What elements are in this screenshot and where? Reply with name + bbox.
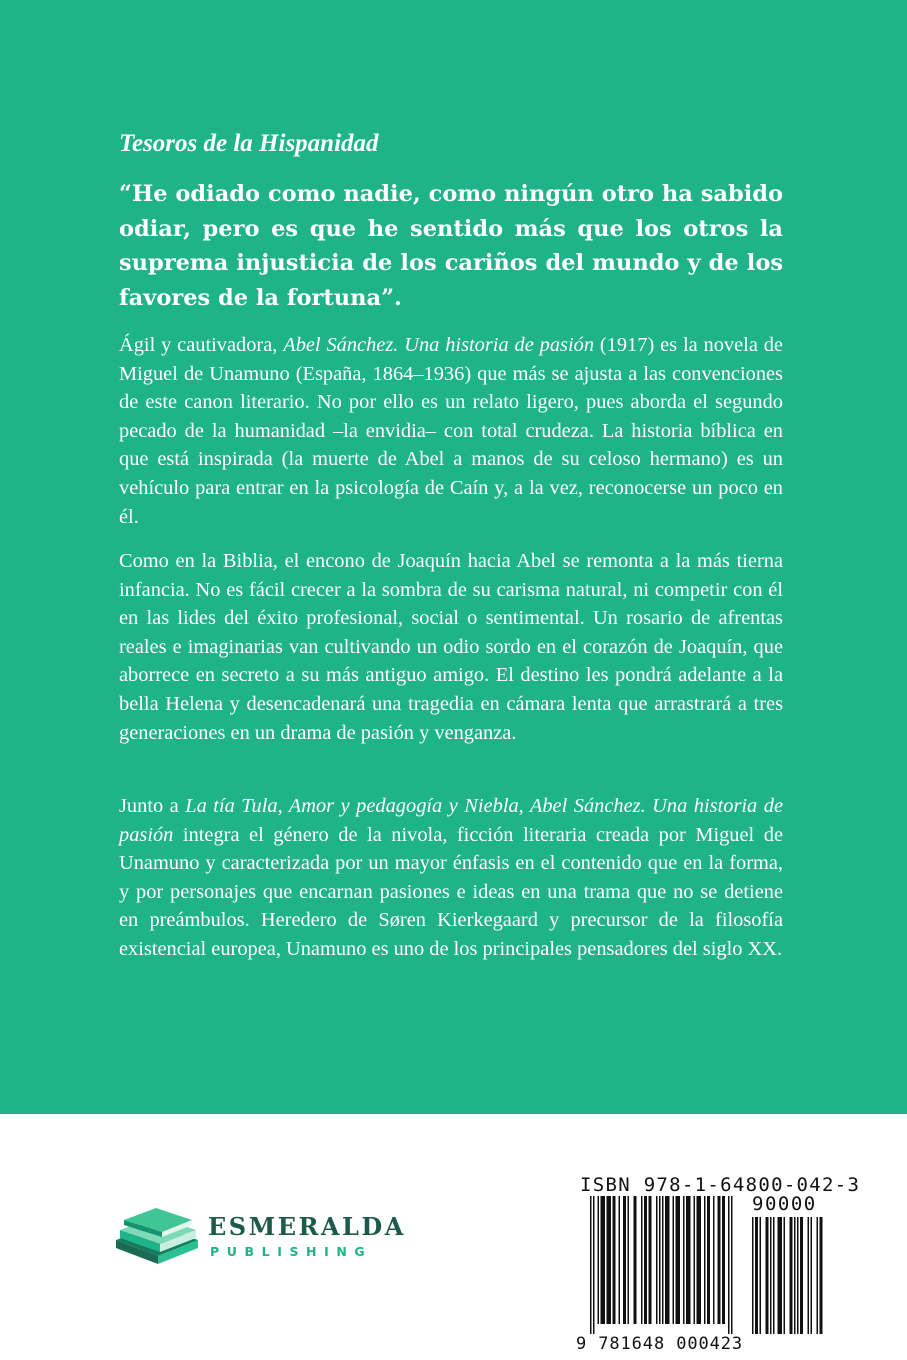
books-logo-icon [114, 1206, 202, 1270]
blurb-paragraph-3 [119, 792, 783, 964]
price-addon: 90000 [752, 1193, 817, 1215]
barcode-bar [794, 1217, 796, 1334]
barcode-bar [613, 1196, 616, 1324]
barcode-bar [731, 1196, 733, 1334]
barcode-bar [773, 1217, 775, 1334]
barcode-bar [686, 1196, 691, 1324]
barcode-bar [628, 1196, 630, 1324]
barcode-bar [590, 1196, 592, 1334]
blurb-text: integra el género de la nivola, ficción literaria creada por Miguel de Unamuno y caracterizada por un mayor énfasis en el contenido que en la forma, y por personajes que encarnan pasiones e ideas en una trama que no se detiene en preámbulos. Heredero de Søren Kierkegaard y precursor de la filosofía existencial europea, Unamuno es uno de los principales pensadores del siglo XX. [119, 823, 783, 960]
barcode-bar [778, 1217, 783, 1334]
barcode-bar [784, 1217, 786, 1334]
isbn-label: ISBN 978-1-64800-042-3 [580, 1174, 861, 1196]
book-title: Abel Sánchez. Una historia de pasión [283, 334, 595, 356]
barcode-bar [820, 1217, 823, 1334]
barcode-bar [752, 1217, 754, 1334]
barcode-bar [722, 1196, 725, 1324]
barcode-bar [598, 1196, 600, 1324]
publisher-name: ESMERALDA [208, 1212, 406, 1241]
blurb-text: Ágil y cautivadora, [119, 334, 284, 356]
barcode-bar [707, 1196, 710, 1324]
barcode-bar [770, 1217, 772, 1334]
barcode-bar [593, 1196, 595, 1334]
barcode-bar [656, 1196, 658, 1324]
barcode-bar [641, 1196, 643, 1324]
barcode-bar [659, 1196, 661, 1324]
barcode-bar [662, 1196, 664, 1324]
barcode-bar [665, 1196, 670, 1324]
blurb-text: (1917) es la novela de Miguel de Unamuno (España, 1864–1936) que más se ajusta a las convenciones de este canon literario. No por ello es un relato ligero, pues aborda el segundo pecado de la humanidad –la envidia– con total crudeza. La historia bíblica en que está inspirada (la muerte de Abel a manos de su celoso hermano) es un vehículo para entrar en la psicología de Caín y, a la vez, reconocerse un poco en él. [119, 334, 783, 528]
barcode-bar [673, 1196, 675, 1324]
barcode-bar [811, 1217, 813, 1334]
barcode-bar [797, 1217, 799, 1334]
barcode-digits: 9 781648 000423 [576, 1334, 744, 1354]
barcode-bar [607, 1196, 612, 1324]
barcode-bar [817, 1217, 819, 1334]
barcode-bar [623, 1196, 626, 1324]
barcode-bar [755, 1217, 758, 1334]
pull-quote: “He odiado como nadie, como ningún otro ha sabido odiar, pero es que he sentido más que los otros la suprema injusticia de los cariños del mundo y de los favores de la fortuna”. [119, 181, 783, 311]
addon-barcode [752, 1217, 824, 1334]
book-titles: La tía Tula, Amor y pedagogía y Niebla, Abel Sánchez. Una historia de pasión [119, 795, 783, 846]
publisher-subtitle: PUBLISHING [210, 1244, 373, 1259]
barcode-bar [676, 1196, 681, 1324]
barcode-bar [601, 1196, 606, 1324]
barcode-bar [808, 1217, 810, 1334]
barcode-bar [766, 1217, 769, 1334]
barcode-bar [683, 1196, 685, 1324]
barcode-bar [760, 1217, 762, 1334]
blurb-text: Junto a [119, 795, 186, 817]
barcode-bar [718, 1196, 721, 1324]
barcode-bar [713, 1196, 715, 1324]
barcode-bar [697, 1196, 702, 1324]
barcode-bar [619, 1196, 621, 1324]
barcode-bar [800, 1217, 803, 1334]
barcode-bar [790, 1217, 793, 1334]
isbn-barcode [590, 1196, 746, 1336]
blurb-paragraph-1 [119, 331, 783, 531]
barcode-bar [728, 1196, 730, 1334]
barcode-bar [694, 1196, 696, 1324]
barcode-bar [634, 1196, 637, 1324]
barcode-bar [644, 1196, 647, 1324]
barcode-bar [704, 1196, 706, 1324]
series-title: Tesoros de la Hispanidad [119, 130, 379, 157]
barcode-bar [649, 1196, 652, 1324]
blurb-paragraph-2: Como en la Biblia, el encono de Joaquín hacia Abel se remonta a la más tierna infancia. No es fácil crecer a la sombra de su carisma natural, ni competir con él en las lides del éxito profesional, social o sentimental. Un rosario de afrentas reales e imaginarias van cultivando un odio sordo en el corazón de Joaquín, que aborrece en secreto a su más antiguo amigo. El destino les pondrá adelante a la bella Helena y desencadenará una tragedia en cámara lenta que arrastrará a tres generaciones en un drama de pasión y venganza. [119, 550, 783, 744]
